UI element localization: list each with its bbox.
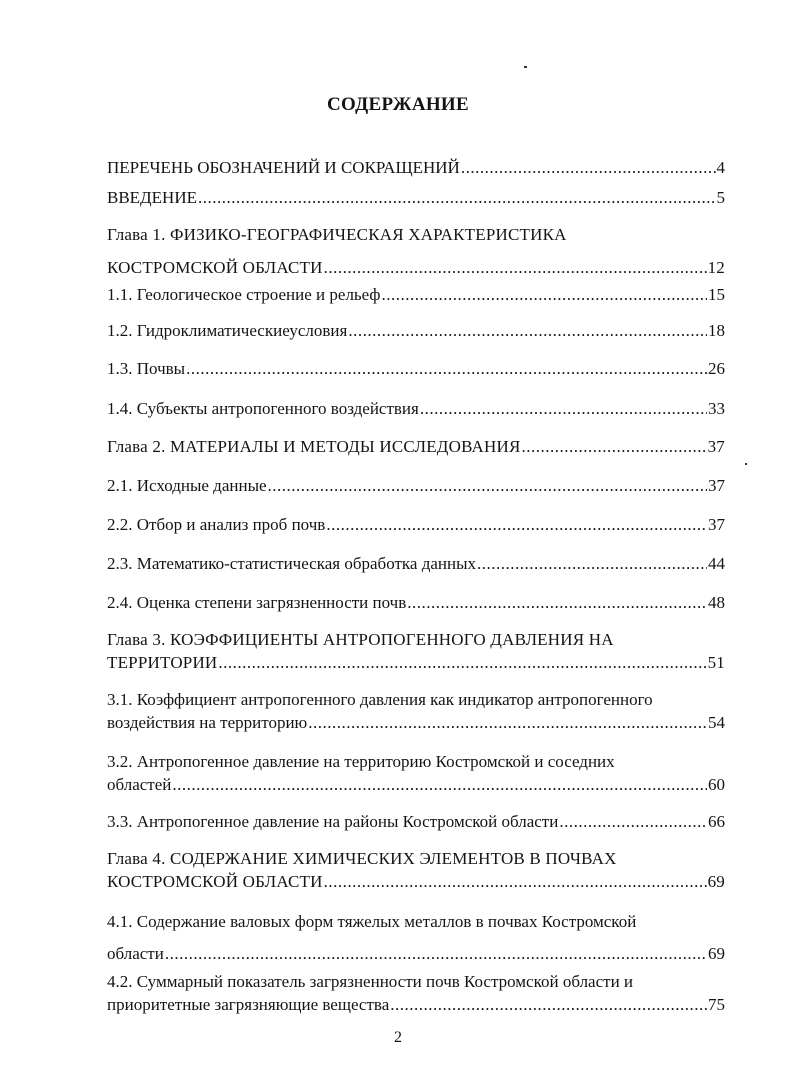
toc-entry-title-line1: Глава 1. ФИЗИКО-ГЕОГРАФИЧЕСКАЯ ХАРАКТЕРИСТИКА <box>107 225 567 244</box>
dot-leader <box>348 319 707 343</box>
toc-entry[interactable] <box>107 397 725 421</box>
toc-entry[interactable] <box>107 628 725 674</box>
dot-leader <box>461 156 716 180</box>
toc-entry-page: 69 <box>707 872 725 891</box>
toc-entry[interactable] <box>107 810 725 834</box>
toc-entry-title-line1: 4.1. Содержание валовых форм тяжелых металлов в почвах Костромской <box>107 912 637 931</box>
dot-leader <box>308 711 707 734</box>
toc-entry-title: областей <box>107 775 172 794</box>
toc-entry[interactable] <box>107 435 725 459</box>
toc-entry[interactable] <box>107 218 725 284</box>
dot-leader <box>477 552 707 576</box>
toc-entry[interactable] <box>107 156 725 180</box>
dot-leader <box>165 938 707 970</box>
dot-leader <box>268 474 707 498</box>
toc-entry-page: 60 <box>708 775 725 794</box>
toc-entry-page: 44 <box>708 554 725 573</box>
dot-leader <box>381 283 707 307</box>
toc-entry-title: 1.2. Гидроклиматическиеусловия <box>107 321 348 340</box>
toc-entry[interactable] <box>107 513 725 537</box>
toc-entry-page: 37 <box>708 515 725 534</box>
toc-entry[interactable] <box>107 552 725 576</box>
dot-leader <box>559 810 707 834</box>
toc-entry[interactable] <box>107 283 725 307</box>
toc-entry-title: 1.1. Геологическое строение и рельеф <box>107 285 381 304</box>
toc-entry-page: 37 <box>708 476 725 495</box>
toc-entry[interactable] <box>107 319 725 343</box>
toc-entry[interactable] <box>107 750 725 796</box>
toc-entry-title: 3.3. Антропогенное давление на районы Костромской области <box>107 812 559 831</box>
toc-entry-page: 51 <box>707 653 725 672</box>
toc-entry-title-line1: 4.2. Суммарный показатель загрязненности почв Костромской области и <box>107 972 634 991</box>
toc-entry-page: 54 <box>708 713 725 732</box>
dot-leader <box>390 993 707 1016</box>
toc-entry-title: 1.4. Субъекты антропогенного воздействия <box>107 399 419 418</box>
toc-entry-title: воздействия на территорию <box>107 713 308 732</box>
toc-entry-title: 1.3. Почвы <box>107 359 186 378</box>
toc-entry-title: ПЕРЕЧЕНЬ ОБОЗНАЧЕНИЙ И СОКРАЩЕНИЙ <box>107 158 460 177</box>
dot-leader <box>407 591 707 615</box>
toc-entry[interactable] <box>107 688 725 734</box>
toc-entry-title: 2.1. Исходные данные <box>107 476 267 495</box>
toc-entry-page: 69 <box>708 944 725 963</box>
toc-entry-title: ТЕРРИТОРИИ <box>107 653 218 672</box>
toc-entry-title: КОСТРОМСКОЙ ОБЛАСТИ <box>107 872 323 891</box>
toc-entry-page: 48 <box>708 593 725 612</box>
toc-entry[interactable] <box>107 357 725 381</box>
toc-entry-page: 5 <box>716 188 725 207</box>
page-number: 2 <box>394 1029 402 1046</box>
dot-leader <box>218 651 706 674</box>
toc-entry[interactable] <box>107 970 725 1016</box>
toc-entry-page: 15 <box>708 285 725 304</box>
toc-entry-title: 2.3. Математико-статистическая обработка данных <box>107 554 477 573</box>
page-title: СОДЕРЖАНИЕ <box>327 94 469 115</box>
toc-entry-title: 2.2. Отбор и анализ проб почв <box>107 515 326 534</box>
toc-entry-page: 18 <box>708 321 725 340</box>
dot-leader <box>326 513 707 537</box>
toc-entry[interactable] <box>107 474 725 498</box>
toc-entry-title: КОСТРОМСКОЙ ОБЛАСТИ <box>107 258 323 277</box>
toc-entry[interactable] <box>107 186 725 210</box>
toc-entry[interactable] <box>107 847 725 893</box>
toc-entry-title: ВВЕДЕНИЕ <box>107 188 197 207</box>
toc-entry-page: 75 <box>708 995 725 1014</box>
dot-leader <box>172 773 707 796</box>
dot-leader <box>186 357 707 381</box>
toc-entry[interactable] <box>107 591 725 615</box>
dot-leader <box>198 186 716 210</box>
toc-entry-page: 33 <box>708 399 725 418</box>
dot-leader <box>420 397 707 421</box>
toc-entry-title: приоритетные загрязняющие вещества <box>107 995 390 1014</box>
scan-speck <box>745 463 747 465</box>
toc-entry-page: 12 <box>707 258 725 277</box>
dot-leader <box>324 251 707 284</box>
toc-entry-page: 37 <box>707 437 725 456</box>
toc-entry[interactable] <box>107 906 725 970</box>
toc-entry-title-line1: 3.2. Антропогенное давление на территорию Костромской и соседних <box>107 752 615 771</box>
dot-leader <box>324 870 707 893</box>
toc-entry-title-line1: 3.1. Коэффициент антропогенного давления как индикатор антропогенного <box>107 690 653 709</box>
toc-entry-title: Глава 2. МАТЕРИАЛЫ И МЕТОДЫ ИССЛЕДОВАНИЯ <box>107 437 521 456</box>
toc-entry-page: 26 <box>708 359 725 378</box>
toc-entry-title-line1: Глава 4. СОДЕРЖАНИЕ ХИМИЧЕСКИХ ЭЛЕМЕНТОВ В ПОЧВАХ <box>107 849 617 868</box>
dot-leader <box>522 435 707 459</box>
toc-entry-page: 4 <box>716 158 725 177</box>
toc-entry-page: 66 <box>708 812 725 831</box>
toc-entry-title: области <box>107 944 164 963</box>
toc-entry-title-line1: Глава 3. КОЭФФИЦИЕНТЫ АНТРОПОГЕННОГО ДАВЛЕНИЯ НА <box>107 630 614 649</box>
toc-entry-title: 2.4. Оценка степени загрязненности почв <box>107 593 407 612</box>
scan-speck <box>524 66 527 68</box>
